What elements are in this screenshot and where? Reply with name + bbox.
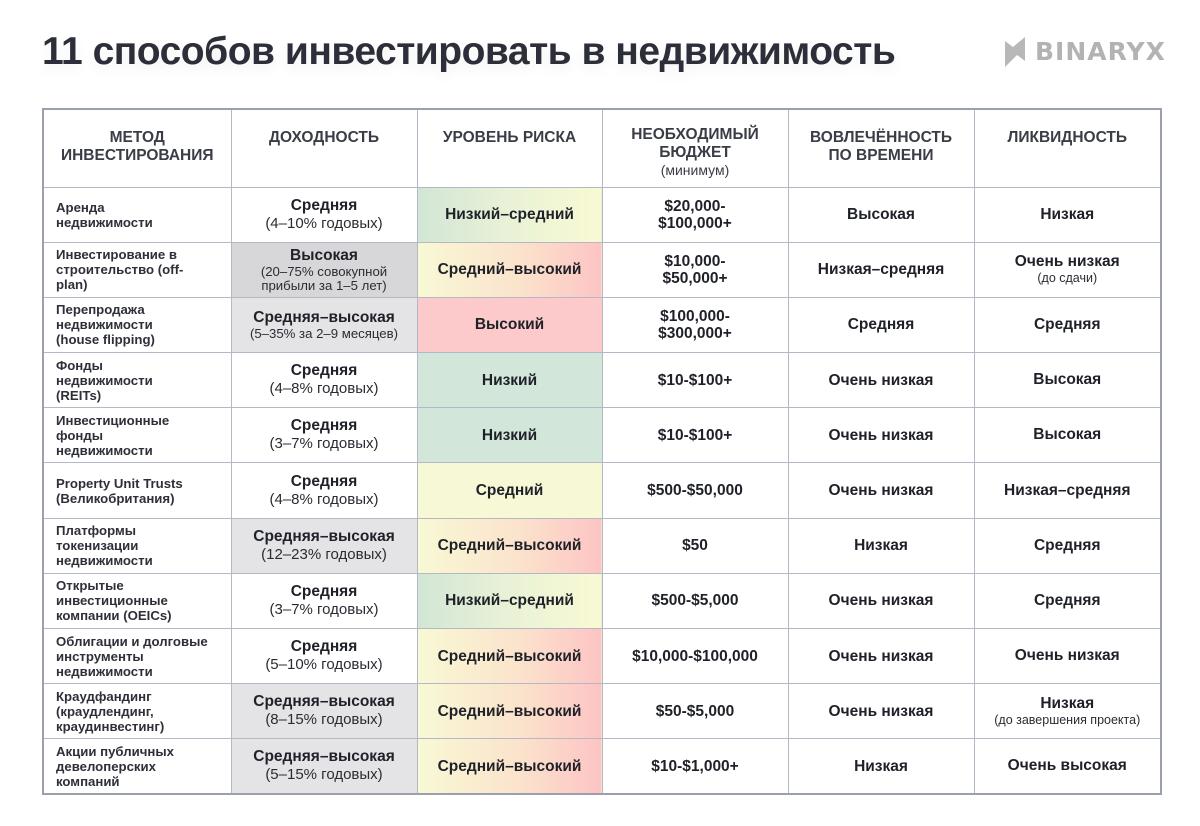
cell-method: Облигации и долговые инструменты недвижимости <box>43 629 231 684</box>
yield-note: (4–8% годовых) <box>269 490 379 508</box>
cell-budget: $10,000- $50,000+ <box>602 242 788 297</box>
yield-label: Средняя <box>290 472 358 490</box>
liquidity-label: Низкая <box>1040 694 1095 712</box>
liquidity-note: (до завершения проекта) <box>994 712 1141 727</box>
cell-budget: $10-$100+ <box>602 408 788 463</box>
yield-note: (4–8% годовых) <box>269 380 379 398</box>
liquidity-note: (до сдачи) <box>1037 271 1098 286</box>
cell-time: Очень низкая <box>788 353 974 408</box>
yield-label: Средняя–высокая <box>253 527 395 545</box>
liquidity-label: Средняя <box>1033 536 1101 554</box>
cell-liquidity <box>974 573 1161 628</box>
cell-method: Аренда недвижимости <box>43 187 231 242</box>
liquidity-label: Низкая–средняя <box>1004 481 1131 499</box>
yield-note: (5–15% годовых) <box>265 766 383 784</box>
cell-yield <box>231 518 417 573</box>
cell-method: Инвестирование в строительство (off-plan) <box>43 242 231 297</box>
cell-method: Акции публичных девелоперских компаний <box>43 739 231 794</box>
cell-risk: Средний <box>417 463 602 518</box>
cell-liquidity <box>974 629 1161 684</box>
table-row <box>43 242 1161 297</box>
yield-label: Средняя <box>290 196 358 214</box>
liquidity-label: Средняя <box>1033 315 1101 333</box>
yield-label: Высокая <box>290 246 358 264</box>
yield-label: Средняя <box>290 582 358 600</box>
cell-time: Очень низкая <box>788 684 974 739</box>
table-header-row <box>43 109 1161 187</box>
cell-risk: Средний–высокий <box>417 629 602 684</box>
header-time <box>788 109 974 187</box>
cell-method: Перепродажа недвижимости (house flipping) <box>43 297 231 352</box>
table-row <box>43 187 1161 242</box>
cell-budget: $500-$5,000 <box>602 573 788 628</box>
investment-methods-table <box>42 108 1162 795</box>
cell-method: Краудфандинг (краудлендинг, краудинвестинг) <box>43 684 231 739</box>
cell-time: Очень низкая <box>788 573 974 628</box>
cell-time: Очень низкая <box>788 408 974 463</box>
yield-note: (8–15% годовых) <box>265 711 383 729</box>
yield-note: (4–10% годовых) <box>265 214 383 232</box>
header-label: НЕОБХОДИМЫЙ БЮДЖЕТ <box>631 126 759 161</box>
cell-method: Property Unit Trusts (Великобритания) <box>43 463 231 518</box>
cell-time: Средняя <box>788 297 974 352</box>
logo-text: BINARYX <box>1035 36 1166 66</box>
liquidity-label: Очень низкая <box>1014 647 1120 665</box>
cell-risk: Средний–высокий <box>417 242 602 297</box>
header-label: УРОВЕНЬ РИСКА <box>442 129 577 146</box>
cell-time: Низкая–средняя <box>788 242 974 297</box>
cell-budget: $50 <box>602 518 788 573</box>
header-risk <box>417 109 602 187</box>
table-row <box>43 297 1161 352</box>
cell-liquidity <box>974 353 1161 408</box>
cell-yield <box>231 463 417 518</box>
cell-budget: $50-$5,000 <box>602 684 788 739</box>
page-title: 11 способов инвестировать в недвижимость <box>42 30 896 73</box>
header-budget <box>602 109 788 187</box>
cell-risk: Низкий <box>417 353 602 408</box>
yield-note: (20–75% совокупной прибыли за 1–5 лет) <box>260 263 388 293</box>
cell-budget: $10,000-$100,000 <box>602 629 788 684</box>
yield-note: (5–10% годовых) <box>265 656 383 674</box>
liquidity-label: Низкая <box>1040 205 1095 223</box>
yield-label: Средняя <box>290 417 358 435</box>
header-method <box>43 109 231 187</box>
cell-budget: $10-$1,000+ <box>602 739 788 794</box>
table-row <box>43 684 1161 739</box>
table-row <box>43 353 1161 408</box>
cell-yield <box>231 573 417 628</box>
cell-time: Высокая <box>788 187 974 242</box>
cell-liquidity <box>974 297 1161 352</box>
table-row <box>43 573 1161 628</box>
cell-risk: Средний–высокий <box>417 518 602 573</box>
liquidity-label: Высокая <box>1033 371 1102 389</box>
cell-liquidity <box>974 242 1161 297</box>
cell-yield <box>231 629 417 684</box>
header-label: ВОВЛЕЧЁННОСТЬ ПО ВРЕМЕНИ <box>809 129 952 164</box>
yield-note: (5–35% за 2–9 месяцев) <box>249 325 399 341</box>
cell-yield <box>231 684 417 739</box>
cell-risk: Высокий <box>417 297 602 352</box>
cell-budget: $10-$100+ <box>602 353 788 408</box>
brand-logo <box>1003 33 1166 69</box>
table-row <box>43 463 1161 518</box>
cell-liquidity <box>974 408 1161 463</box>
yield-note: (12–23% годовых) <box>261 545 387 563</box>
cell-yield <box>231 187 417 242</box>
cell-method: Фонды недвижимости (REITs) <box>43 353 231 408</box>
liquidity-label: Очень низкая <box>1014 253 1120 271</box>
cell-yield <box>231 353 417 408</box>
table-row <box>43 408 1161 463</box>
cell-risk: Низкий–средний <box>417 573 602 628</box>
cell-liquidity <box>974 518 1161 573</box>
cell-yield <box>231 242 417 297</box>
cell-method: Платформы токенизации недвижимости <box>43 518 231 573</box>
liquidity-label: Очень высокая <box>1007 757 1127 775</box>
header-yield <box>231 109 417 187</box>
yield-note: (3–7% годовых) <box>269 600 379 618</box>
header-label: ДОХОДНОСТЬ <box>268 129 379 146</box>
cell-risk: Средний–высокий <box>417 739 602 794</box>
yield-note: (3–7% годовых) <box>269 435 379 453</box>
cell-liquidity <box>974 463 1161 518</box>
liquidity-label: Высокая <box>1033 426 1102 444</box>
cell-yield <box>231 739 417 794</box>
cell-yield <box>231 408 417 463</box>
cell-budget: $100,000- $300,000+ <box>602 297 788 352</box>
table-row <box>43 518 1161 573</box>
header-label: ЛИКВИДНОСТЬ <box>1007 129 1128 146</box>
table-row <box>43 629 1161 684</box>
header-label: МЕТОД ИНВЕСТИРОВАНИЯ <box>60 129 214 164</box>
header-sublabel: (минимум) <box>660 162 730 178</box>
table-row <box>43 739 1161 794</box>
cell-time: Очень низкая <box>788 629 974 684</box>
header-liquidity <box>974 109 1161 187</box>
cell-yield <box>231 297 417 352</box>
yield-label: Средняя <box>290 362 358 380</box>
cell-risk: Низкий–средний <box>417 187 602 242</box>
yield-label: Средняя–высокая <box>253 693 395 711</box>
cell-time: Низкая <box>788 518 974 573</box>
cell-risk: Низкий <box>417 408 602 463</box>
cell-budget: $20,000- $100,000+ <box>602 187 788 242</box>
cell-budget: $500-$50,000 <box>602 463 788 518</box>
cell-liquidity <box>974 684 1161 739</box>
yield-label: Средняя <box>290 638 358 656</box>
yield-label: Средняя–высокая <box>253 748 395 766</box>
yield-label: Средняя–высокая <box>253 308 395 326</box>
cell-liquidity <box>974 739 1161 794</box>
binaryx-logo-icon <box>1003 33 1027 69</box>
liquidity-label: Средняя <box>1033 591 1101 609</box>
cell-method: Открытые инвестиционные компании (OEICs) <box>43 573 231 628</box>
cell-risk: Средний–высокий <box>417 684 602 739</box>
cell-time: Очень низкая <box>788 463 974 518</box>
cell-time: Низкая <box>788 739 974 794</box>
cell-liquidity <box>974 187 1161 242</box>
cell-method: Инвестиционные фонды недвижимости <box>43 408 231 463</box>
